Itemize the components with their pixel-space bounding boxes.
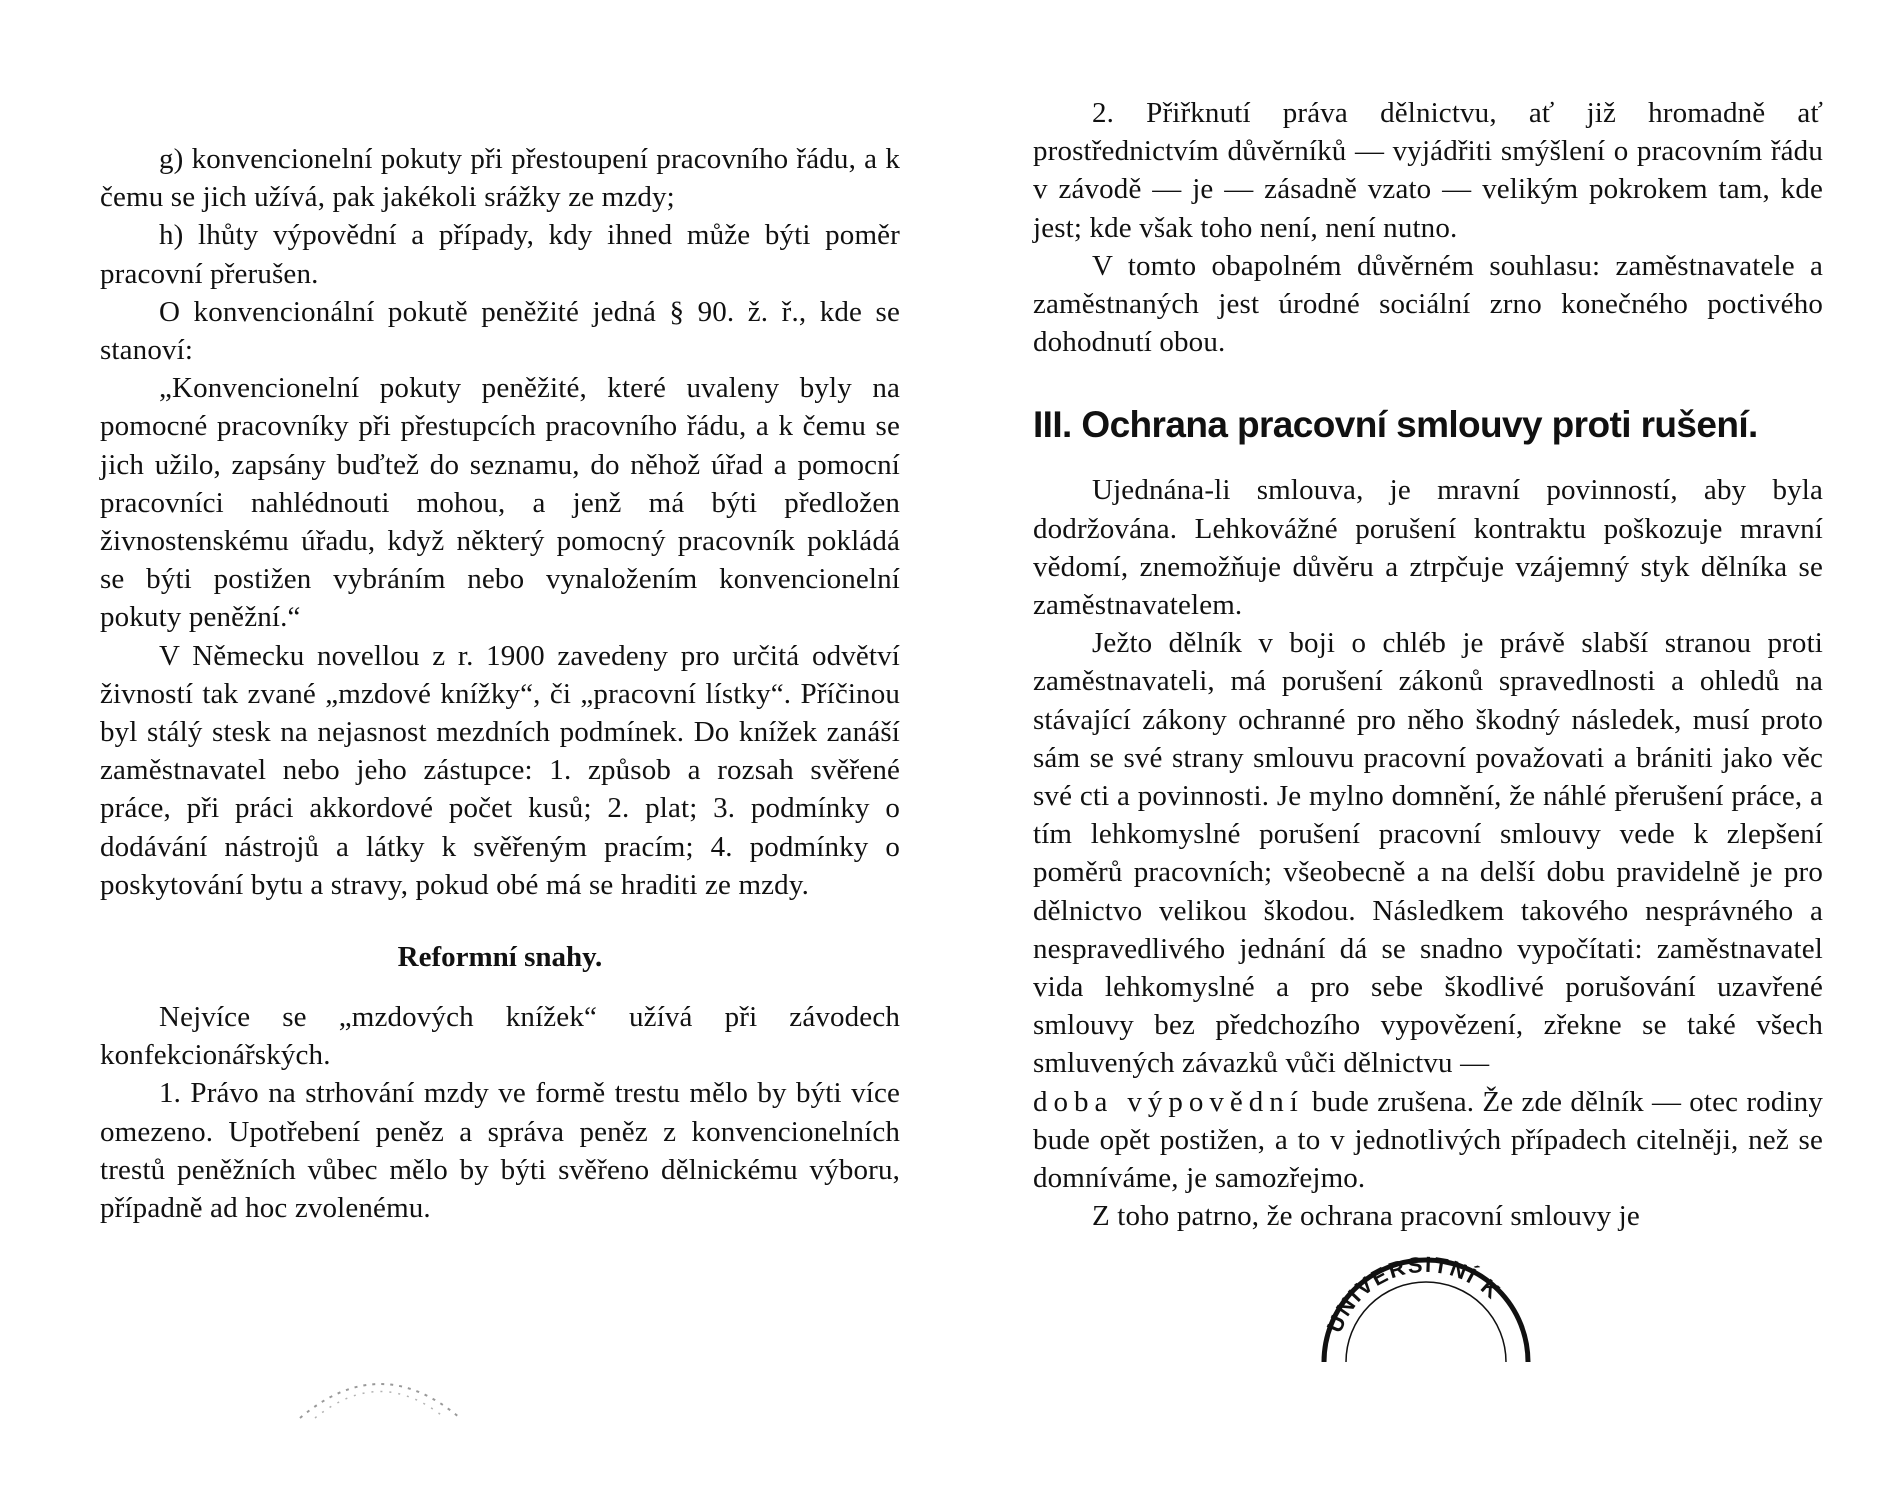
- paragraph: 1. Právo na strhování mzdy ve formě trestu mělo by býti více omezeno. Upotřebení peněz a správa peněz z konvencionelních trestů peněžních vůbec mělo by býti svěřeno dělnickému výboru, případně ad hoc zvolenému.: [100, 1077, 900, 1225]
- paragraph-rest: bude zrušena. Že zde dělník — otec rodiny bude opět postižen, a to v jednotlivých případech citelněji, než se domníváme, je samozřejmo.: [1033, 1085, 1823, 1195]
- paragraph: „Konvencionelní pokuty peněžité, které uvaleny byly na pomocné pracovníky při přestupcích pracovního řádu, a k čemu se jich užilo, zapsány buďtež do seznamu, do něhož úřad a pomocní pracovníci nahlédnouti mohou, a jenž má býti předložen živnostenskému úřadu, když některý pomocný pracovník pokládá se býti postižen vybráním nebo vynaložením konvencionelní pokuty peněžní.“: [100, 372, 900, 634]
- paragraph: Nejvíce se „mzdových knížek“ užívá při závodech konfekcionářských.: [100, 1001, 900, 1072]
- svg-text:UNIVERSITNÍ K: [1322, 1252, 1506, 1336]
- faded-stamp: [290, 1360, 470, 1420]
- paragraph: O konvencionální pokutě peněžité jedná § 90. ž. ř., kde se stanoví:: [100, 295, 900, 367]
- chapter-heading: III. Ochrana pracovní smlouvy proti rušení.: [1033, 404, 1758, 446]
- left-page: [100, 0, 900, 1500]
- paragraph: [1033, 1083, 1823, 1198]
- section-subheading: Reformní snahy.: [397, 941, 603, 974]
- right-page: [1033, 0, 1823, 1500]
- paragraph: Ujednána-li smlouva, je mravní povinností, aby byla dodržována. Lehkovážné porušení kontraktu poškozuje mravní vědomí, znemožňuje důvěru a ztrpčuje vzájemný styk dělníka se zaměstnavatelem.: [1033, 474, 1823, 622]
- paragraph: 2. Přiřknutí práva dělnictvu, ať již hromadně ať prostřednictvím důvěrníků — vyjádřiti smýšlení o pracovním řádu v závodě — je — zásadně vzato — velikým pokrokem tam, kde jest; kde však toho není, není nutno.: [1033, 97, 1823, 244]
- library-stamp: [1316, 1252, 1536, 1362]
- paragraph: g) konvencionelní pokuty při přestoupení pracovního řádu, a k čemu se jich užívá, pak jakékoli srážky ze mzdy;: [100, 143, 900, 214]
- spaced-emphasis: doba výpovědní: [1033, 1085, 1304, 1118]
- paragraph: V tomto obapolném důvěrném souhlasu: zaměstnavatele a zaměstnaných jest úrodné sociální zrno konečného poctivého dohodnutí obou.: [1033, 249, 1823, 359]
- paragraph-fragment: Z toho patrno, že ochrana pracovní smlouvy je: [1092, 1200, 1640, 1233]
- paragraph: Ježto dělník v boji o chléb je právě slabší stranou proti zaměstnavateli, má porušení zákonů spravedlnosti a ohledů na stávající zákony ochranné pro něho škodný následek, musí proto sám se své strany smlouvu pracovní považovati a brániti jako věc své cti a povinnosti. Je mylno domnění, že náhlé přerušení práce, a tím lehkomyslné porušení pracovní smlouvy vede k zlepšení poměrů pracovních; všeobecně a na delší dobu pravidelně je pro dělnictvo velikou škodou. Následkem takového nesprávného a nespravedlivého jednání dá se snadno vypočítati: zaměstnavatel vida lehkomyslné a pro sebe škodlivé porušování uzavřené smlouvy bez předchozího vypovězení, zřekne se také všech smluvených závazků vůči dělnictvu —: [1033, 627, 1823, 1080]
- stamp-text: UNIVERSITNÍ K: [1321, 1252, 1507, 1337]
- left-page-text: [100, 140, 900, 1227]
- right-page-text: [1033, 94, 1823, 1235]
- paragraph: h) lhůty výpovědní a případy, kdy ihned může býti poměr pracovní přerušen.: [100, 219, 900, 290]
- paragraph: V Německu novellou z r. 1900 zavedeny pro určitá odvětví živností tak zvané „mzdové knížky“, či „pracovní lístky“. Příčinou byl stálý stesk na nejasnost mezdních podmínek. Do knížek zanáší zaměstnavatel nebo jeho zástupce: 1. způsob a rozsah svěřené práce, při práci akkordové počet kusů; 2. plat; 3. podmínky o dodávání nástrojů a látky k svěřeným pracím; 4. podmínky o poskytování bytu a stravy, pokud obé má se hraditi ze mzdy.: [100, 639, 900, 901]
